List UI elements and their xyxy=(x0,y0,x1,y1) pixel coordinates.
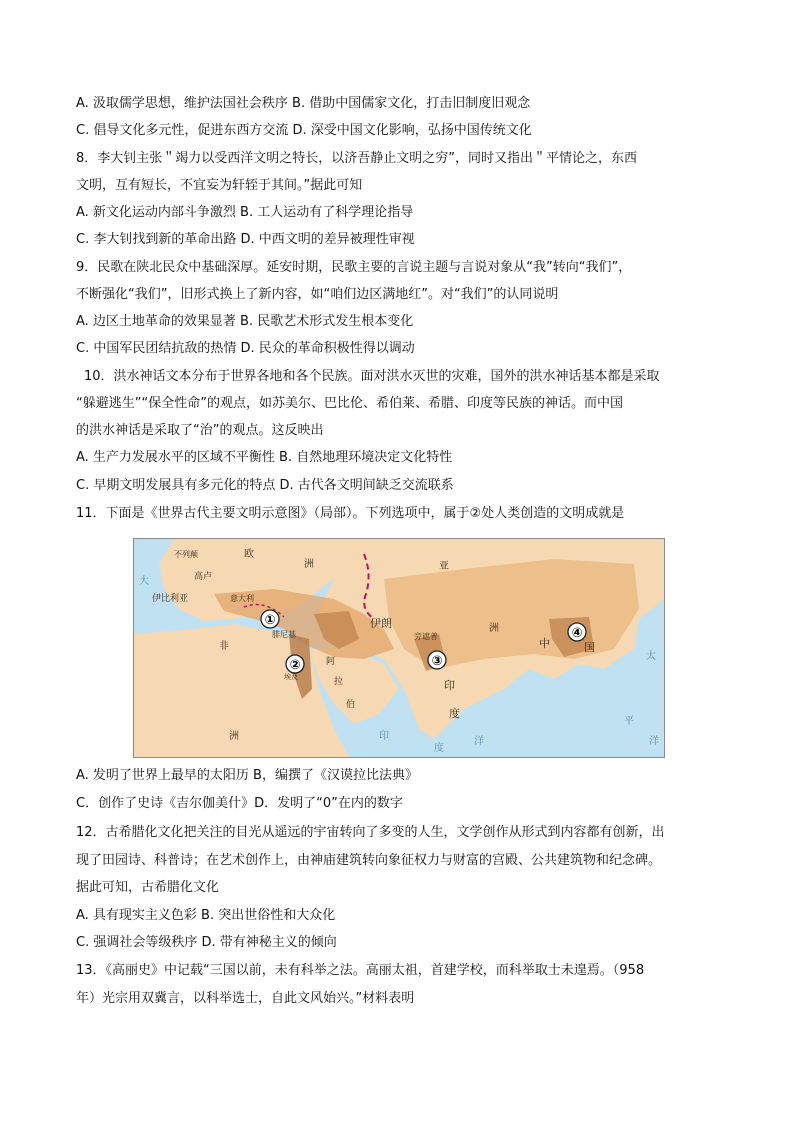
q9-option-ab: A. 边区土地革命的效果显著 B. 民歌艺术形式发生根本变化 xyxy=(76,314,414,329)
label-phoenicia: 腓尼基 xyxy=(272,630,296,639)
label-arabia-3: 伯 xyxy=(346,700,356,710)
label-iran: 伊朗 xyxy=(370,617,392,630)
label-pacific-3: 洋 xyxy=(649,736,659,747)
label-gaul: 高卢 xyxy=(194,572,213,582)
q10-stem-line-2: “躲避逃生”“保全性命”的观点，如苏美尔、巴比伦、希伯莱、希腊、印度等民族的神话。而中国 xyxy=(76,396,623,411)
label-india-1: 印 xyxy=(444,679,455,692)
q12-stem-line-2: 现了田园诗、科普诗；在艺术创作上，由神庙建筑转向象征权力与财富的宫殿、公共建筑物和纪念碑。 xyxy=(76,853,662,868)
label-africa-2: 洲 xyxy=(229,731,239,742)
q10-option-cd: C. 早期文明发展具有多元化的特点 D. 古代各文明间缺乏交流联系 xyxy=(76,478,454,493)
label-punjab: 旁遮普 xyxy=(414,632,438,641)
label-europe-2: 洲 xyxy=(304,559,314,570)
marker-2 xyxy=(286,655,304,673)
label-iberia: 伊比利亚 xyxy=(152,594,189,604)
label-atlantic: 大 xyxy=(139,576,149,587)
q11-option-cd: C．创作了史诗《吉尔伽美什》D．发明了“0”在内的数字 xyxy=(76,796,403,811)
label-arabia-1: 阿 xyxy=(326,657,336,667)
q12-stem-line-1: 12．古希腊化文化把关注的目光从遥远的宇宙转向了多变的人生，文学创作从形式到内容都有创新，出 xyxy=(76,825,665,840)
q13-stem-line-2: 年）光宗用双冀言，以科举选士，自此文风始兴。”材料表明 xyxy=(76,991,415,1006)
q8-stem-line-2: 文明，互有短长，不宜妄为轩轾于其间。”据此可知 xyxy=(76,178,363,193)
marker-1 xyxy=(261,610,279,628)
marker-2-label: ② xyxy=(289,658,301,673)
label-indian-ocean-2: 度 xyxy=(434,743,444,754)
marker-4-label: ④ xyxy=(571,626,583,641)
label-africa-1: 非 xyxy=(219,641,229,652)
q11-option-ab: A. 发明了世界上最早的太阳历 B，编撰了《汉谟拉比法典》 xyxy=(76,768,418,783)
label-italy: 意大利 xyxy=(230,594,254,603)
marker-3 xyxy=(428,651,446,669)
label-pacific-2: 平 xyxy=(624,716,634,727)
label-asia-2: 洲 xyxy=(489,623,499,634)
q11-stem: 11．下面是《世界古代主要文明示意图》（局部）。下列选项中，属于②处人类创造的文明成就是 xyxy=(76,506,625,521)
label-china-1: 中 xyxy=(539,637,550,650)
q9-option-cd: C. 中国军民团结抗敌的热情 D. 民众的革命积极性得以调动 xyxy=(76,341,415,356)
q9-stem-line-1: 9．民歌在陕北民众中基础深厚。延安时期，民歌主要的言说主题与言说对象从“我”转向“我们”， xyxy=(76,260,632,275)
label-india-2: 度 xyxy=(449,707,460,720)
q10-stem-line-1: 10．洪水神话文本分布于世界各地和各个民族。面对洪水灭世的灾难，国外的洪水神话基本都是采取 xyxy=(84,369,660,384)
q9-stem-line-2: 不断强化“我们”，旧形式换上了新内容，如“咱们边区满地红”。对“我们”的认同说明 xyxy=(76,287,559,302)
q12-option-ab: A. 具有现实主义色彩 B. 突出世俗性和大众化 xyxy=(76,908,336,923)
label-pacific-1: 太 xyxy=(646,651,656,662)
q8-option-ab: A. 新文化运动内部斗争激烈 B. 工人运动有了科学理论指导 xyxy=(76,205,414,220)
label-asia-1: 亚 xyxy=(439,561,449,572)
q7-option-cd: C. 倡导文化多元性，促进东西方交流 D. 深受中国文化影响，弘扬中国传统文化 xyxy=(76,123,532,138)
marker-3-label: ③ xyxy=(431,654,443,669)
q8-option-cd: C. 李大钊找到新的革命出路 D. 中西文明的差异被理性审视 xyxy=(76,232,415,247)
q12-option-cd: C. 强调社会等级秩序 D. 带有神秘主义的倾向 xyxy=(76,935,337,950)
q10-option-ab: A. 生产力发展水平的区域不平衡性 B. 自然地理环境决定文化特性 xyxy=(76,450,453,465)
marker-4 xyxy=(568,623,586,641)
q7-option-ab: A. 汲取儒学思想，维护法国社会秩序 B. 借助中国儒家文化，打击旧制度旧观念 xyxy=(76,96,531,111)
marker-1-label: ① xyxy=(264,613,276,628)
q10-stem-line-3: 的洪水神话是采取了“治”的观点。这反映出 xyxy=(76,423,324,438)
map-svg xyxy=(134,539,664,757)
q8-stem-line-1: 8．李大钊主张＂竭力以受西洋文明之特长，以济吾静止文明之穷”，同时又指出＂平情论之，东西 xyxy=(76,151,638,166)
world-ancient-civilizations-map xyxy=(133,538,665,758)
label-europe-1: 欧 xyxy=(244,549,254,560)
label-indian-ocean-3: 洋 xyxy=(474,736,484,747)
q12-stem-line-3: 据此可知，古希腊化文化 xyxy=(76,880,220,895)
label-egypt: 埃及 xyxy=(284,673,298,681)
label-china-2: 国 xyxy=(584,641,595,654)
label-indian-ocean-1: 印 xyxy=(379,731,389,742)
q13-stem-line-1: 13．《高丽史》中记载“三国以前，未有科举之法。高丽太祖，首建学校，而科举取士未遑焉。（958 xyxy=(76,963,645,978)
label-britain: 不列颠 xyxy=(174,550,198,559)
label-arabia-2: 拉 xyxy=(334,677,344,687)
